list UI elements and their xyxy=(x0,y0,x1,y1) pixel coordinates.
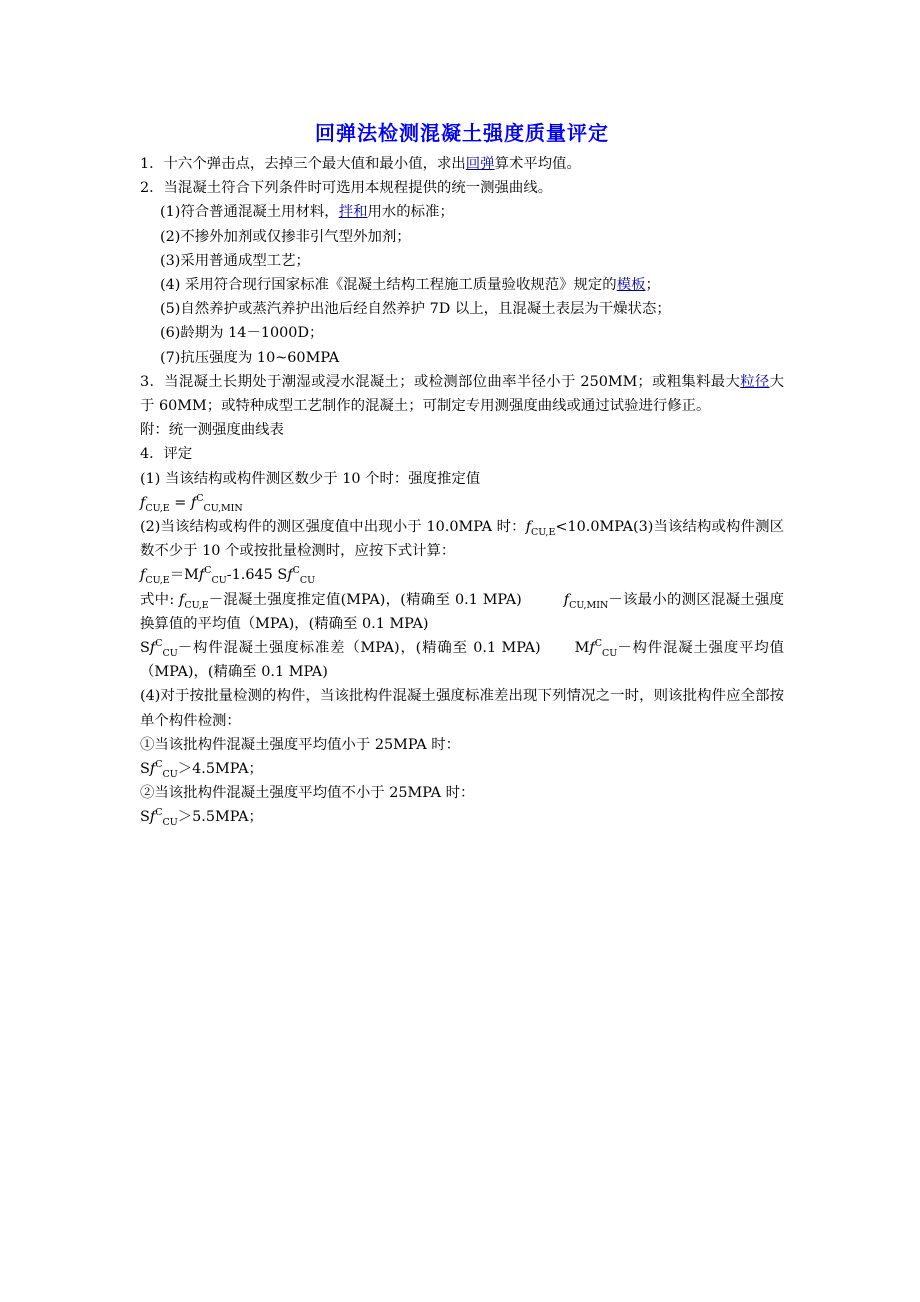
page-title: 回弹法检测混凝土强度质量评定 xyxy=(315,121,609,145)
symbol-f: f xyxy=(589,640,595,657)
condition-1-text: (1)符合普通混凝土用材料， xyxy=(160,204,339,221)
evaluation-2 xyxy=(140,515,784,563)
condition-6: (6)龄期为 14－1000D； xyxy=(160,325,324,342)
subscript: CU xyxy=(162,768,178,780)
subscript: CU,MIN xyxy=(569,599,609,611)
section-3-text: 3．当混凝土长期处于潮湿或浸水混凝土；或检测部位曲率半径小于 250MM；或粗集料最大 xyxy=(140,373,741,390)
section-1-text: 1．十六个弹击点，去掉三个最大值和最小值，求出 xyxy=(140,156,466,172)
rule-1: ①当该批构件混凝土强度平均值小于 25MPA 时： xyxy=(140,736,460,753)
section-3 xyxy=(140,370,784,418)
condition-7: (7)抗压强度为 10~60MPA xyxy=(160,349,340,366)
symbol-f: f xyxy=(140,567,146,584)
link-huitan[interactable]: 回弹 xyxy=(465,156,495,172)
appendix-note: 附：统一测强度曲线表 xyxy=(140,422,284,439)
document-page xyxy=(140,118,784,830)
section-4: 4．评定 xyxy=(140,446,193,463)
symbol-m: M xyxy=(574,640,590,657)
symbol-f: f xyxy=(198,567,205,584)
subscript: CU,E xyxy=(531,526,556,538)
section-2: 2．当混凝土符合下列条件时可选用本规程提供的统一测强曲线。 xyxy=(140,180,553,197)
superscript: C xyxy=(292,565,300,577)
condition-3: (3)采用普通成型工艺； xyxy=(160,252,310,269)
subscript: CU xyxy=(162,817,178,829)
rule-2: ②当该批构件混凝土强度平均值不小于 25MPA 时： xyxy=(140,785,475,802)
section-1 xyxy=(140,152,784,176)
definition-2-desc-2: －构件混凝土强度平均值（MPA)，(精确至 0.1 MPA) xyxy=(140,640,784,681)
symbol-s: S xyxy=(140,809,150,826)
symbol-f: f xyxy=(287,567,293,584)
definition-2 xyxy=(140,636,784,684)
subscript: CU,E xyxy=(145,502,170,514)
formula-1 xyxy=(140,491,784,515)
superscript: C xyxy=(155,759,163,771)
equals: = xyxy=(169,494,191,511)
symbol-f: f xyxy=(525,519,532,536)
formula-2-minus: -1.645 xyxy=(226,567,278,584)
symbol-f: f xyxy=(563,591,570,608)
definition-1-desc: －混凝土强度推定值(MPA)，(精确至 0.1 MPA) xyxy=(208,591,522,608)
superscript: C xyxy=(196,493,204,505)
superscript: C xyxy=(204,565,212,577)
symbol-s: S xyxy=(140,761,150,778)
symbol-f: f xyxy=(149,640,156,657)
symbol-f: f xyxy=(149,761,156,778)
superscript: C xyxy=(155,638,163,650)
section-1-text-end: 算术平均值。 xyxy=(494,156,581,172)
definition-1 xyxy=(140,588,784,636)
link-muban[interactable]: 模板 xyxy=(616,277,646,294)
equals: ＝ xyxy=(169,567,185,584)
symbol-m: M xyxy=(184,567,199,584)
rule-1-value xyxy=(140,757,784,781)
rule-2-threshold: ＞5.5MPA； xyxy=(177,809,263,826)
evaluation-2-text: (2)当该结构或构件的测区强度值中出现小于 10.0MPA 时： xyxy=(140,519,526,536)
symbol-f: f xyxy=(149,809,156,826)
condition-5: (5)自然养护或蒸汽养护出池后经自然养护 7D 以上，且混凝土表层为干燥状态； xyxy=(160,301,671,318)
evaluation-4: (4)对于按批量检测的构件，当该批构件混凝土强度标准差出现下列情况之一时，则该批构件应全部按单个构件检测： xyxy=(140,688,784,729)
subscript: CU xyxy=(602,647,618,659)
condition-4-text: (4) 采用符合现行国家标准《混凝土结构工程施工质量验收规范》规定的 xyxy=(160,277,617,294)
condition-1 xyxy=(140,200,784,224)
condition-1-text-end: 用水的标准； xyxy=(367,204,454,221)
link-lijing[interactable]: 粒径 xyxy=(740,373,770,390)
subscript: CU xyxy=(162,647,178,659)
symbol-f: f xyxy=(190,494,197,511)
subscript: CU,E xyxy=(184,599,209,611)
definition-1-prefix: 式中: xyxy=(140,591,180,608)
superscript: C xyxy=(594,638,603,650)
symbol-f: f xyxy=(140,494,146,511)
rule-2-value xyxy=(140,805,784,829)
subscript: CU xyxy=(211,575,227,587)
subscript: CU,MIN xyxy=(203,502,243,514)
section-3-text-end: 大于 60MM；或特种成型工艺制作的混凝土；可制定专用测强度曲线或通过试验进行修正。 xyxy=(140,373,784,415)
subscript: CU,E xyxy=(145,575,170,587)
condition-4 xyxy=(140,273,784,297)
evaluation-1: (1) 当该结构或构件测区数少于 10 个时：强度推定值 xyxy=(140,470,481,487)
definition-2-desc: －构件混凝土强度标准差（MPA)，(精确至 0.1 MPA) xyxy=(177,640,541,657)
condition-4-text-end: ； xyxy=(645,277,660,294)
condition-2: (2)不掺外加剂或仅掺非引气型外加剂； xyxy=(160,228,411,245)
symbol-s: S xyxy=(277,567,288,584)
symbol-s: S xyxy=(140,640,150,657)
subscript: CU xyxy=(299,575,316,587)
link-banhe[interactable]: 拌和 xyxy=(338,204,368,221)
rule-1-threshold: ＞4.5MPA； xyxy=(177,761,263,778)
symbol-f: f xyxy=(179,591,185,608)
definition-1-desc-2: －该最小的测区混凝土强度换算值的平均值（MPA)，(精确至 0.1 MPA) xyxy=(140,591,784,632)
superscript: C xyxy=(155,807,163,819)
formula-2 xyxy=(140,563,784,587)
evaluation-2-text-end: <10.0MPA(3)当该结构或构件测区数不少于 10 个或按批量检测时，应按下式计算： xyxy=(140,519,784,560)
